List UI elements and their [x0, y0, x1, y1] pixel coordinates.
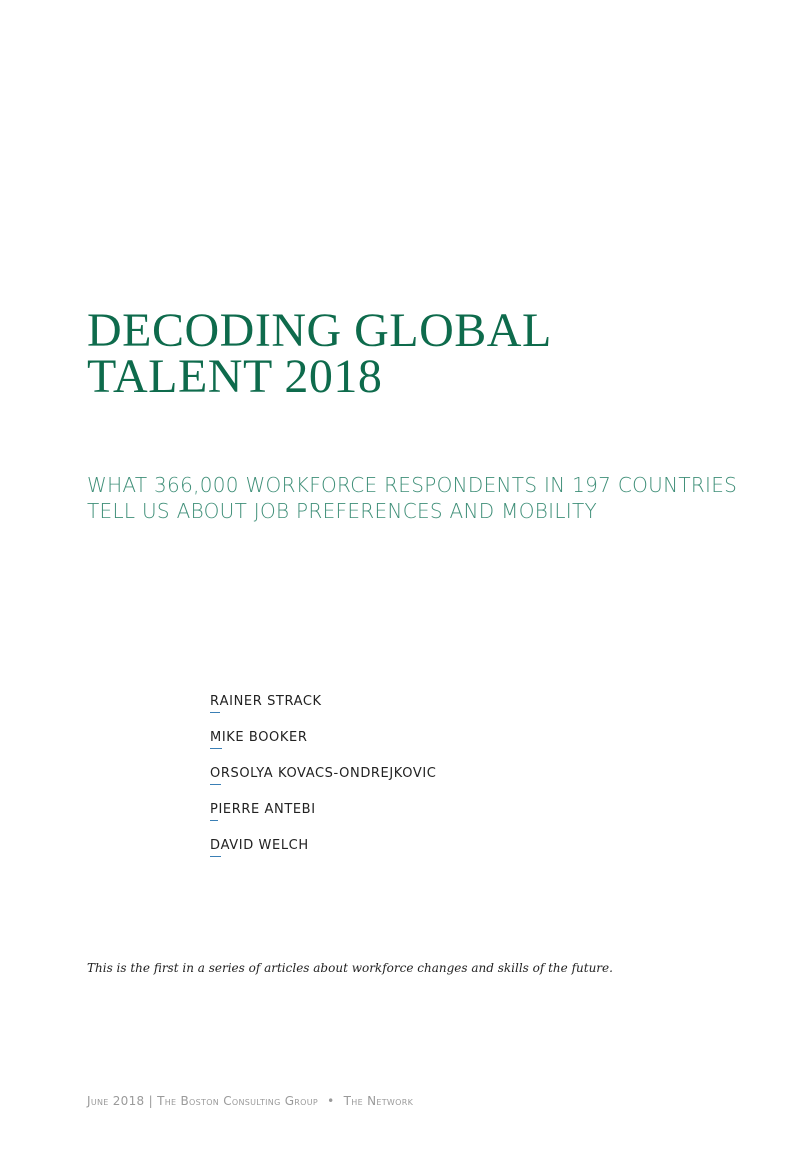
footer-organization: The Boston Consulting Group [157, 1094, 319, 1108]
author-name-rest: IERRE ANTEBI [218, 802, 316, 817]
author-name-rest: AINER STRACK [219, 694, 322, 709]
report-title-line-1: DECODING GLOBAL [87, 304, 552, 357]
author-item [210, 802, 436, 838]
footer-bullet: • [327, 1094, 335, 1108]
footer-separator: | [148, 1094, 153, 1108]
page-footer [87, 1094, 413, 1108]
author-item [210, 766, 436, 802]
report-subtitle-line-1: WHAT 366,000 WORKFORCE RESPONDENTS IN 197 COUNTRIES [87, 473, 738, 497]
author-item [210, 730, 436, 766]
author-initial: M [210, 730, 222, 745]
author-name-rest: IKE BOOKER [221, 730, 308, 745]
author-initial: R [210, 694, 220, 709]
footer-date: June 2018 [87, 1094, 145, 1108]
author-initial: P [210, 802, 219, 817]
author-list [210, 694, 436, 874]
author-name-rest: AVID WELCH [220, 838, 309, 853]
report-subtitle [87, 472, 737, 524]
report-title [87, 304, 552, 403]
report-subtitle-line-2: TELL US ABOUT JOB PREFERENCES AND MOBILITY [87, 499, 598, 523]
series-note: This is the first in a series of articles about workforce changes and skills of the future. [87, 961, 613, 975]
report-title-line-2: TALENT 2018 [87, 350, 383, 403]
footer-network: The Network [343, 1094, 414, 1108]
author-name-rest: RSOLYA KOVACS-ONDREJKOVIC [220, 766, 437, 781]
author-initial: D [210, 838, 221, 853]
author-initial: O [210, 766, 221, 781]
author-item [210, 838, 436, 874]
author-item [210, 694, 436, 730]
